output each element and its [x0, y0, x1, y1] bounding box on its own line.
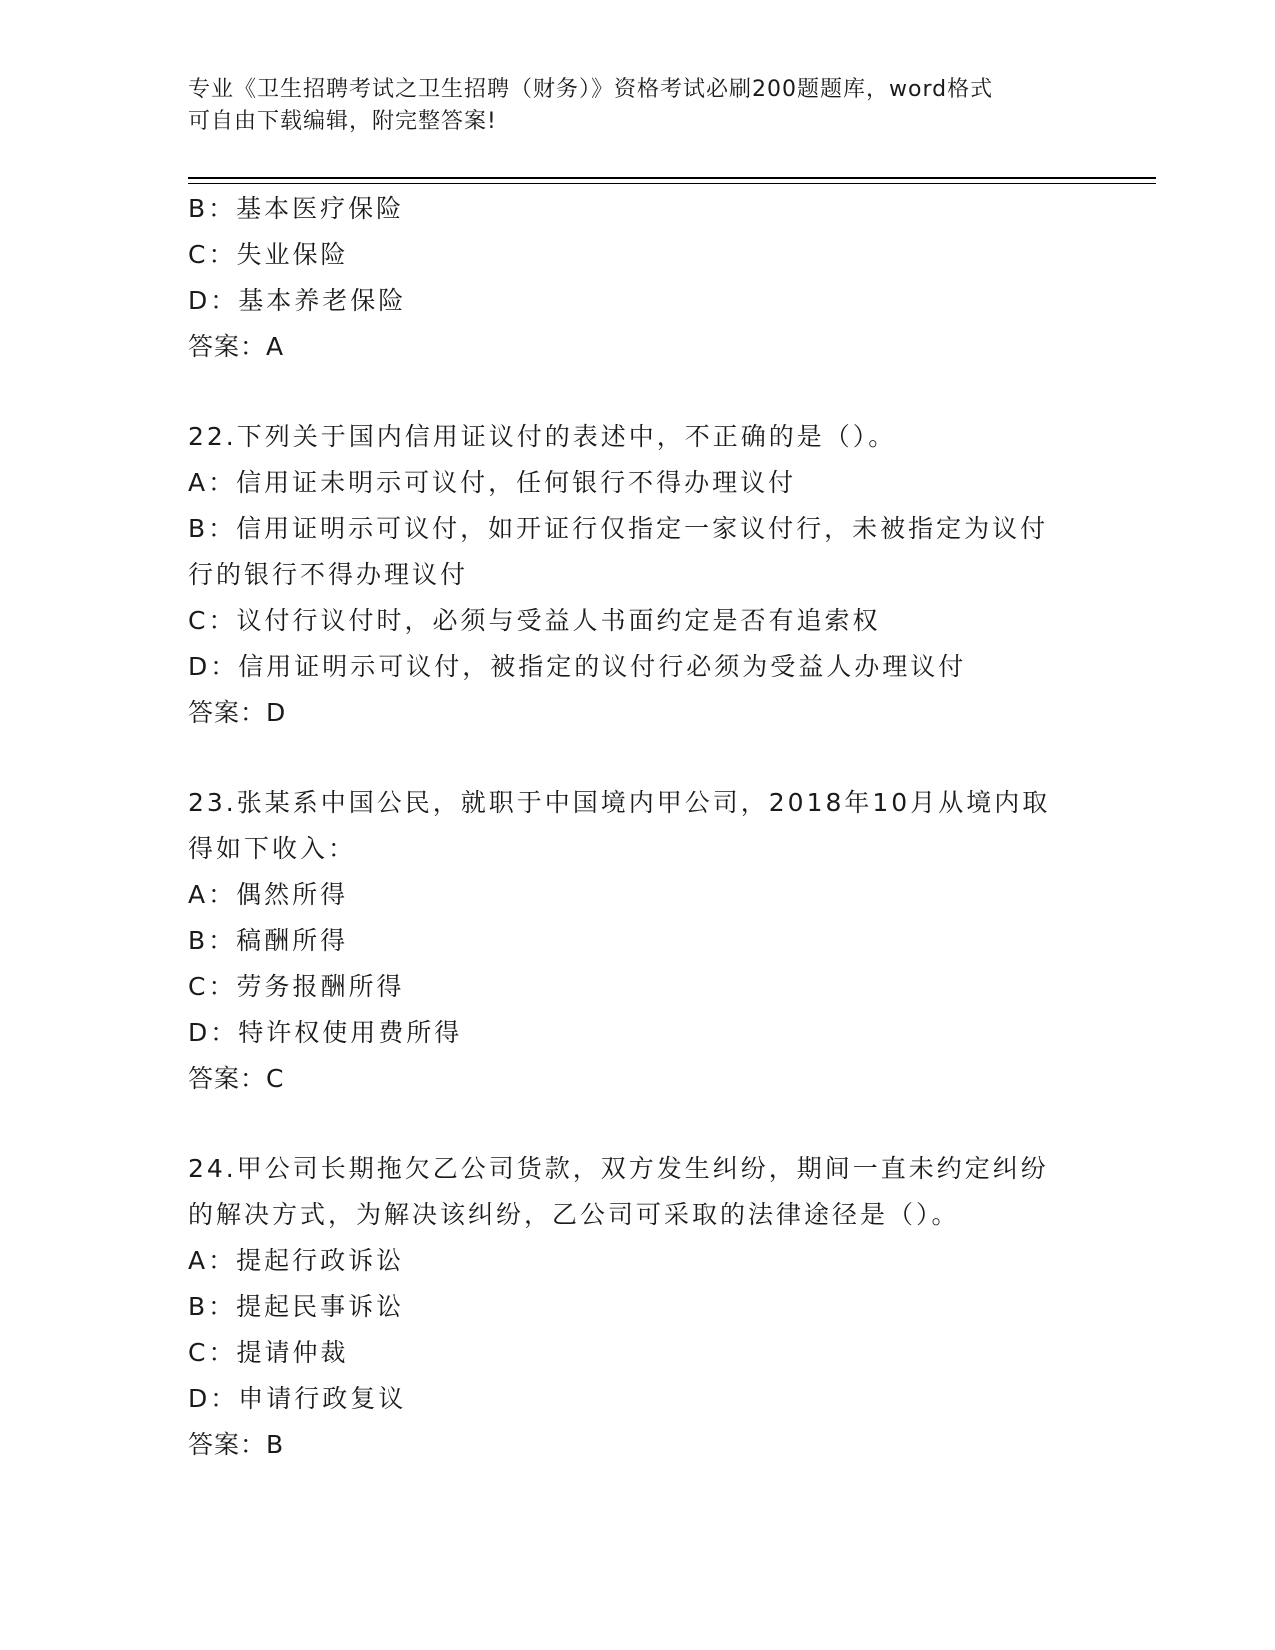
option-b: B：基本医疗保险: [188, 194, 405, 223]
option-a: A：提起行政诉讼: [188, 1246, 405, 1275]
answer: 答案：A: [188, 332, 285, 361]
question-21-tail: [188, 186, 1088, 370]
option-b: B：信用证明示可议付，如开证行仅指定一家议付行，未被指定为议付: [188, 514, 1049, 543]
question-23: [188, 780, 1088, 1102]
header-title-line-1: 专业《卫生招聘考试之卫生招聘（财务）》资格考试必刷200题题库，word格式: [188, 77, 994, 102]
option-a: A：偶然所得: [188, 880, 349, 909]
question-24: [188, 1146, 1088, 1468]
header-divider-thin: [188, 183, 1156, 184]
option-b: B：稿酬所得: [188, 926, 349, 955]
header-divider-thick: [188, 177, 1156, 179]
option-b: B：提起民事诉讼: [188, 1292, 405, 1321]
option-d: D：信用证明示可议付，被指定的议付行必须为受益人办理议付: [188, 652, 967, 681]
question-stem-continued: 得如下收入：: [188, 834, 357, 863]
document-header: [188, 74, 1088, 138]
answer: 答案：B: [188, 1430, 285, 1459]
answer: 答案：C: [188, 1064, 285, 1093]
option-c: C：失业保险: [188, 240, 349, 269]
header-title-line-2: 可自由下载编辑，附完整答案!: [188, 109, 497, 134]
option-c: C：劳务报酬所得: [188, 972, 405, 1001]
option-d: D：基本养老保险: [188, 286, 407, 315]
question-stem: 24.甲公司长期拖欠乙公司货款，双方发生纠纷，期间一直未约定纠纷: [188, 1154, 1049, 1183]
option-d: D：特许权使用费所得: [188, 1018, 463, 1047]
question-stem: 23.张某系中国公民，就职于中国境内甲公司，2018年10月从境内取: [188, 788, 1051, 817]
option-c: C：议付行议付时，必须与受益人书面约定是否有追索权: [188, 606, 881, 635]
question-22: [188, 414, 1088, 736]
question-stem: 22.下列关于国内信用证议付的表述中，不正确的是（）。: [188, 422, 897, 451]
question-stem-continued: 的解决方式，为解决该纠纷，乙公司可采取的法律途径是（）。: [188, 1200, 960, 1229]
option-a: A：信用证未明示可议付，任何银行不得办理议付: [188, 468, 797, 497]
option-b-continued: 行的银行不得办理议付: [188, 560, 469, 589]
option-c: C：提请仲裁: [188, 1338, 349, 1367]
option-d: D：申请行政复议: [188, 1384, 407, 1413]
answer: 答案：D: [188, 698, 287, 727]
question-list: [188, 186, 1088, 1468]
